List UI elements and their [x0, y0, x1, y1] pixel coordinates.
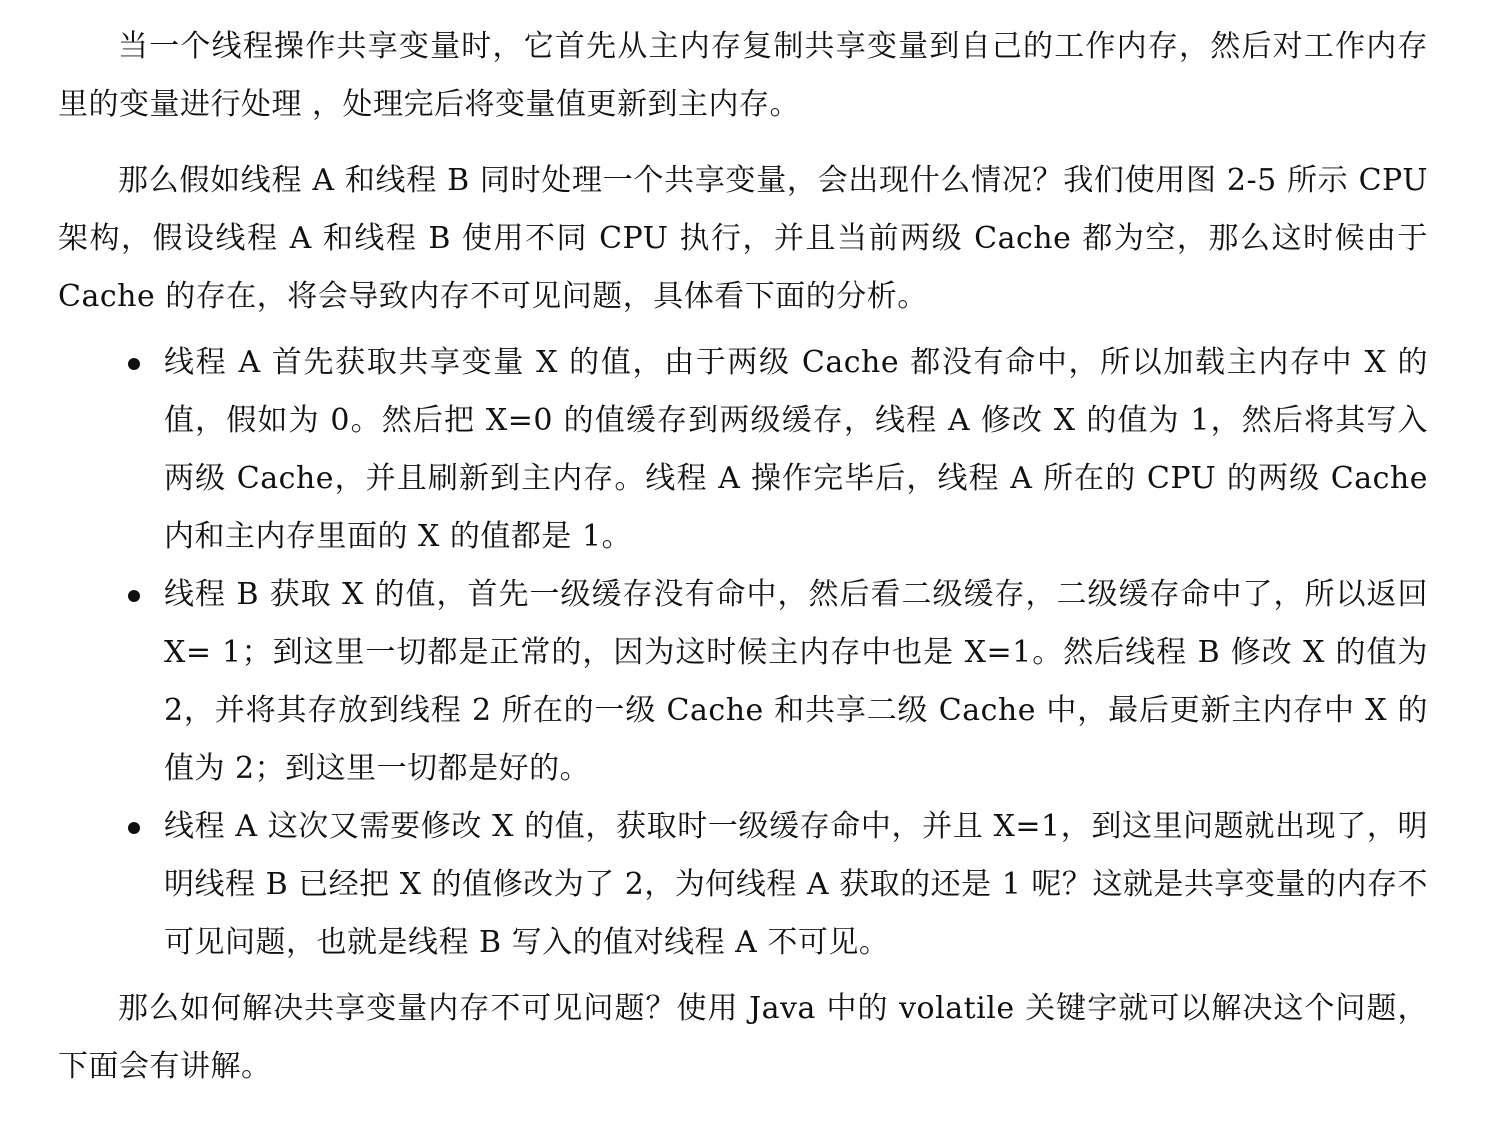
- bullet-text-2: 线程 B 获取 X 的值，首先一级缓存没有命中，然后看二级缓存，二级缓存命中了，所以返回 X= 1；到这里一切都是正常的，因为这时候主内存中也是 X=1。然后线程 B 修改 X 的值为 2，并将其存放到线程 2 所在的一级 Cache 和共享二级 Cache 中，最后更新主内存中 X 的值为 2；到这里一切都是好的。: [164, 577, 1428, 786]
- analysis-bullet-list: [58, 334, 1428, 972]
- paragraph-two-threads-scenario: 那么假如线程 A 和线程 B 同时处理一个共享变量，会出现什么情况？我们使用图 2-5 所示 CPU 架构，假设线程 A 和线程 B 使用不同 CPU 执行，并且当前两级 Cache 都为空，那么这时候由于 Cache 的存在，将会导致内存不可见问题，具体看下面的分析。: [58, 163, 1428, 314]
- bullet-thread-b-access: [58, 566, 1428, 798]
- bullet-thread-a-first-access: [58, 334, 1428, 566]
- bullet-text-1: 线程 A 首先获取共享变量 X 的值，由于两级 Cache 都没有命中，所以加载主内存中 X 的值，假如为 0。然后把 X=0 的值缓存到两级缓存，线程 A 修改 X 的值为 1，然后将其写入两级 Cache，并且刷新到主内存。线程 A 操作完毕后，线程 A 所在的 CPU 的两级 Cache 内和主内存里面的 X 的值都是 1。: [164, 345, 1428, 554]
- bullet-text-3: 线程 A 这次又需要修改 X 的值，获取时一级缓存命中，并且 X=1，到这里问题就出现了，明明线程 B 已经把 X 的值修改为了 2，为何线程 A 获取的还是 1 呢？这就是共享变量的内存不可见问题，也就是线程 B 写入的值对线程 A 不可见。: [164, 809, 1428, 960]
- document-page: [58, 18, 1428, 1096]
- bullet-thread-a-second-access: [58, 798, 1428, 972]
- paragraph-volatile-solution: 那么如何解决共享变量内存不可见问题？使用 Java 中的 volatile 关键字就可以解决这个问题，下面会有讲解。: [58, 991, 1428, 1084]
- bullet-dot-icon: [128, 590, 140, 602]
- bullet-dot-icon: [128, 822, 140, 834]
- paragraph-main-memory-copy: 当一个线程操作共享变量时，它首先从主内存复制共享变量到自己的工作内存，然后对工作内存里的变量进行处理 ，处理完后将变量值更新到主内存。: [58, 29, 1428, 122]
- bullet-dot-icon: [128, 358, 140, 370]
